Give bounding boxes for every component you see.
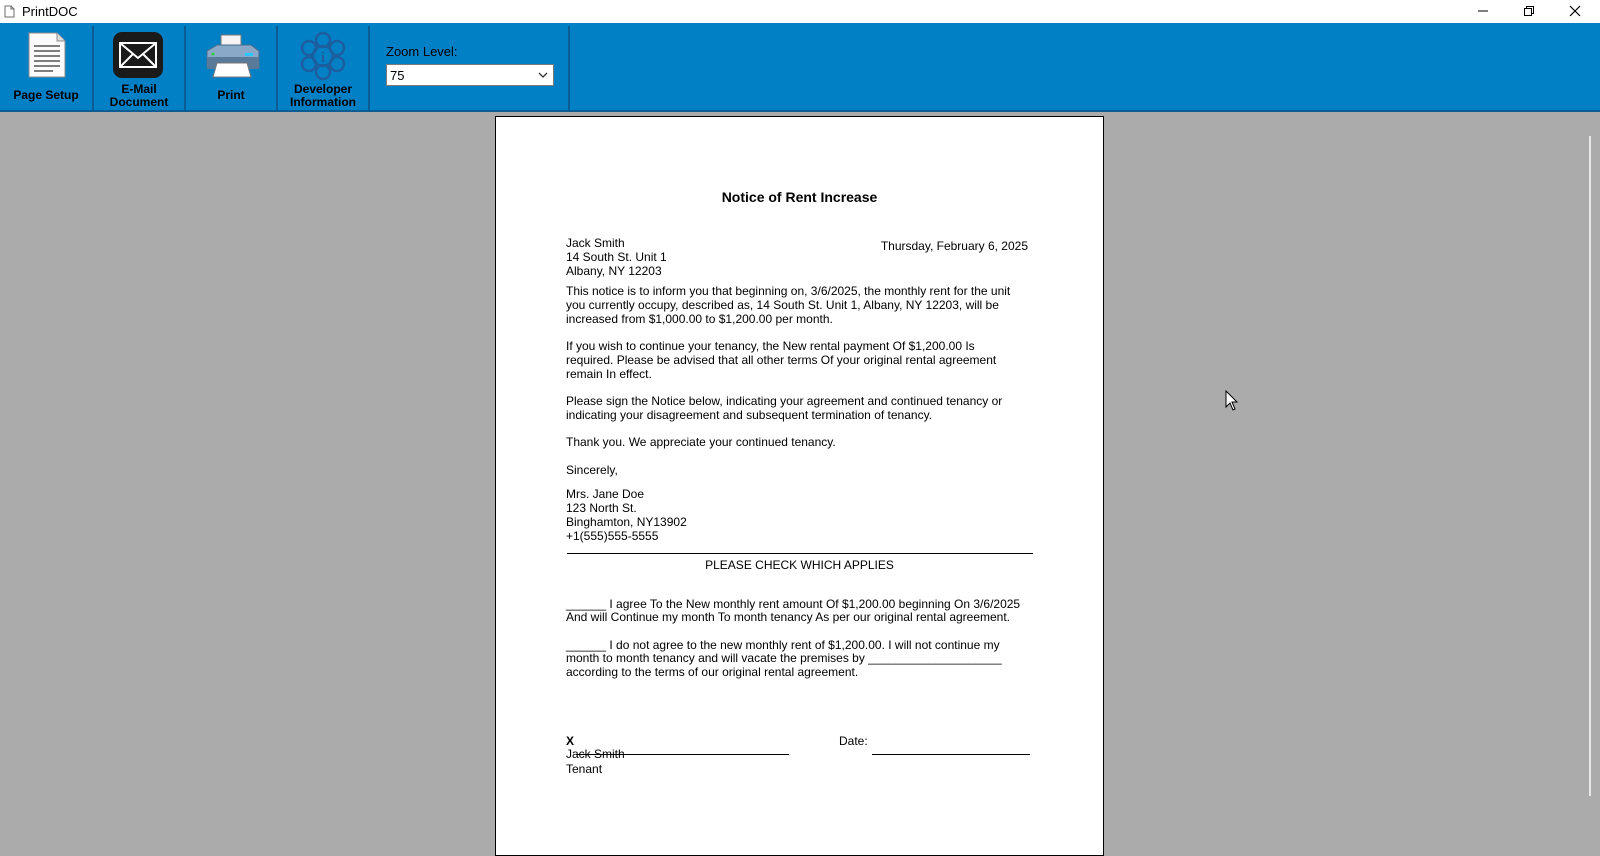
page-setup-icon (25, 31, 69, 81)
date-line (872, 754, 1030, 755)
notice-date: Thursday, February 6, 2025 (880, 239, 1028, 253)
document-title: Notice of Rent Increase (721, 189, 878, 205)
closing-line: Sincerely, (566, 463, 618, 477)
paragraph-1-line3: increased from $1,000.00 to $1,200.00 per month. (566, 312, 833, 326)
printer-icon (203, 33, 261, 79)
paragraph-2-line1: If you wish to continue your tenancy, the New rental payment Of $1,200.00 Is (566, 339, 975, 353)
restore-icon (1523, 5, 1535, 17)
title-bar (0, 0, 1600, 23)
tenant-name: Jack Smith (566, 236, 625, 250)
developer-information-button[interactable] (278, 26, 370, 112)
paragraph-2-line2: required. Please be advised that all other terms Of your original rental agreement (566, 353, 997, 367)
print-button[interactable] (186, 26, 278, 112)
restore-button[interactable] (1506, 0, 1552, 23)
thank-you-line: Thank you. We appreciate your continued tenancy. (566, 435, 836, 449)
email-document-button[interactable] (94, 26, 186, 112)
landlord-address-line1: 123 North St. (566, 501, 637, 515)
toolbar-separator (568, 26, 570, 112)
section-divider (567, 553, 1033, 554)
signature-x: X (566, 734, 575, 748)
page-setup-label: Page Setup (13, 88, 79, 102)
zoom-level-value: 75 (390, 68, 405, 83)
option-disagree-line2: month to month tenancy and will vacate the premises by ____________________ (566, 651, 1002, 665)
paragraph-3-line2: indicating your disagreement and subsequent termination of tenancy. (566, 408, 933, 422)
option-agree-line2: And will Continue my month To month tenancy As per our original rental agreement. (566, 610, 1011, 624)
mouse-cursor-icon (1225, 390, 1239, 412)
date-label: Date: (839, 734, 868, 748)
close-button[interactable] (1552, 0, 1598, 23)
document-page (495, 116, 1104, 856)
tenant-address-line1: 14 South St. Unit 1 (566, 250, 667, 264)
minimize-icon (1477, 5, 1489, 17)
minimize-button[interactable] (1460, 0, 1506, 23)
check-heading: PLEASE CHECK WHICH APPLIES (705, 558, 894, 572)
close-icon (1569, 5, 1581, 17)
zoom-level-label: Zoom Level: (386, 44, 458, 59)
zoom-level-select[interactable] (386, 64, 554, 86)
email-label-line1: E-Mail (121, 82, 157, 96)
envelope-icon (112, 31, 164, 79)
option-disagree-line1: ______ I do not agree to the new monthly rent of $1,200.00. I will not continue my (566, 638, 1000, 652)
signer-role: Tenant (566, 762, 603, 776)
developer-label-line2: Information (290, 95, 356, 109)
email-label-line2: Document (109, 95, 169, 109)
app-icon (4, 5, 15, 18)
scrollbar-thumb[interactable] (1589, 136, 1591, 796)
vertical-scrollbar[interactable] (1583, 114, 1600, 853)
developer-label-line1: Developer (293, 82, 353, 96)
info-icon (295, 31, 351, 81)
paragraph-1-line1: This notice is to inform you that beginning on, 3/6/2025, the monthly rent for the unit (566, 284, 1011, 298)
print-label: Print (217, 88, 245, 102)
option-agree-line1: ______ I agree To the New monthly rent amount Of $1,200.00 beginning On 3/6/2025 (566, 597, 1021, 611)
paragraph-2-line3: remain In effect. (566, 367, 652, 381)
window-title: PrintDOC (22, 4, 78, 19)
page-setup-button[interactable] (0, 26, 94, 112)
chevron-down-icon (538, 72, 548, 79)
option-disagree-line3: according to the terms of our original rental agreement. (566, 665, 859, 679)
signer-name: Jack Smith (566, 747, 625, 761)
landlord-phone: +1(555)555-5555 (566, 529, 659, 543)
svg-text:i: i (320, 50, 326, 66)
paragraph-1-line2: you currently occupy, described as, 14 South St. Unit 1, Albany, NY 12203, will be (566, 298, 999, 312)
tenant-address-line2: Albany, NY 12203 (566, 264, 662, 278)
landlord-address-line2: Binghamton, NY13902 (566, 515, 687, 529)
paragraph-3-line1: Please sign the Notice below, indicating your agreement and continued tenancy or (566, 394, 1003, 408)
landlord-name: Mrs. Jane Doe (566, 487, 645, 501)
